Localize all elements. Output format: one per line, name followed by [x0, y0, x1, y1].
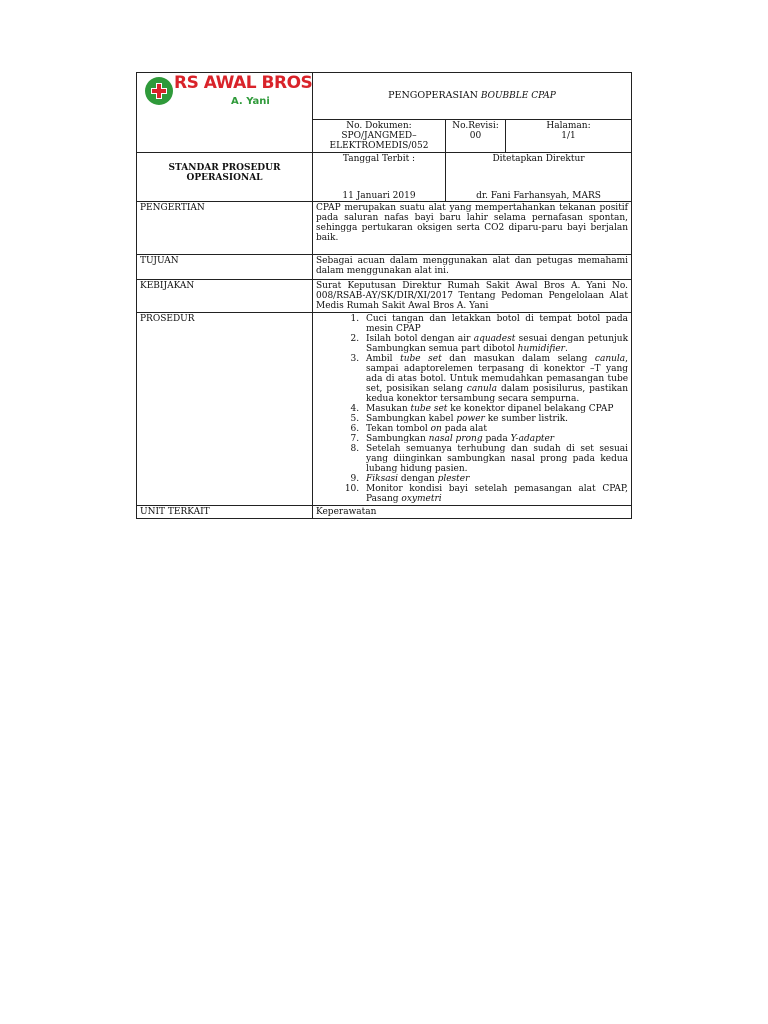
list-item: 6. Tekan tombol on pada alat	[362, 424, 628, 434]
unit-terkait-text: Keperawatan	[313, 506, 632, 519]
tujuan-label: TUJUAN	[137, 255, 313, 280]
list-item: 8. Setelah semuanya terhubung dan sudah di set sesuai yang diinginkan sambungkan nasal prong pada kedua lubang hidung pasien.	[362, 444, 628, 474]
signer-name: dr. Fani Farhansyah, MARS	[476, 191, 601, 201]
no-dokumen-value: SPO/JANGMED–ELEKTROMEDIS/052	[329, 131, 429, 151]
unit-terkait-label: UNIT TERKAIT	[137, 506, 313, 519]
tanggal-label: Tanggal Terbit :	[342, 154, 416, 164]
cross-icon	[145, 77, 173, 105]
tanggal-terbit-cell	[313, 153, 446, 202]
logo-name: RS AWAL BROS	[174, 73, 313, 93]
halaman-value: 1/1	[561, 131, 576, 141]
document-title	[313, 73, 632, 120]
logo-sub: A. Yani	[231, 96, 270, 107]
list-item: 5. Sambungkan kabel power ke sumber listrik.	[362, 414, 628, 424]
prosedur-list	[316, 314, 628, 504]
kebijakan-label: KEBIJAKAN	[137, 280, 313, 313]
list-item: 10. Monitor kondisi bayi setelah pemasangan alat CPAP, Pasang oxymetri	[362, 484, 628, 504]
ditetapkan-cell	[446, 153, 632, 202]
list-item: 9. Fiksasi dengan plester	[362, 474, 628, 484]
no-revisi-value: 00	[469, 131, 482, 141]
no-revisi-cell	[446, 120, 506, 153]
list-item: 2. Isilah botol dengan air aquadest sesuai dengan petunjuk Sambungkan semua part dibotol humidifier.	[362, 334, 628, 354]
prosedur-label: PROSEDUR	[137, 313, 313, 506]
no-dokumen-label: No. Dokumen:	[346, 121, 412, 131]
title-prefix: PENGOPERASIAN	[388, 90, 478, 101]
halaman-label: Halaman:	[546, 121, 591, 131]
no-revisi-label: No.Revisi:	[452, 121, 499, 131]
no-dokumen-cell	[313, 120, 446, 153]
pengertian-text: CPAP merupakan suatu alat yang mempertahankan tekanan positif pada saluran nafas bayi baru lahir selama pernafasan spontan, sehingga pertukaran oksigen serta CO2 diparu-paru bayi berjalan baik.	[313, 202, 632, 255]
sp-title: STANDAR PROSEDUR OPERASIONAL	[137, 153, 313, 202]
title-italic: BOUBBLE CPAP	[480, 91, 556, 101]
sop-document	[136, 72, 631, 519]
list-item: 1. Cuci tangan dan letakkan botol di tempat botol pada mesin CPAP	[362, 314, 628, 334]
kebijakan-text: Surat Keputusan Direktur Rumah Sakit Awal Bros A. Yani No. 008/RSAB-AY/SK/DIR/XI/2017 Tentang Pedoman Pengelolaan Alat Medis Rumah Sakit Awal Bros A. Yani	[313, 280, 632, 313]
list-item: 3. Ambil tube set dan masukan dalam selang canula, sampai adaptorelemen terpasang di konektor –T yang ada di atas botol. Untuk memudahkan pemasangan tube set, posisikan selang canula dalam posisilurus, pastikan kedua konektor tersambung secara sempurna.	[362, 354, 628, 404]
list-item: 4. Masukan tube set ke konektor dipanel belakang CPAP	[362, 404, 628, 414]
logo-cell	[137, 73, 313, 153]
hospital-logo	[143, 73, 313, 121]
list-item: 7. Sambungkan nasal prong pada Y-adapter	[362, 434, 628, 444]
tujuan-text: Sebagai acuan dalam menggunakan alat dan petugas memahami dalam menggunakan alat ini.	[313, 255, 632, 280]
tanggal-value: 11 Januari 2019	[342, 191, 416, 201]
ditetapkan-label: Ditetapkan Direktur	[492, 154, 585, 164]
prosedur-cell	[313, 313, 632, 506]
pengertian-label: PENGERTIAN	[137, 202, 313, 255]
sop-table	[136, 72, 632, 519]
halaman-cell	[506, 120, 632, 153]
